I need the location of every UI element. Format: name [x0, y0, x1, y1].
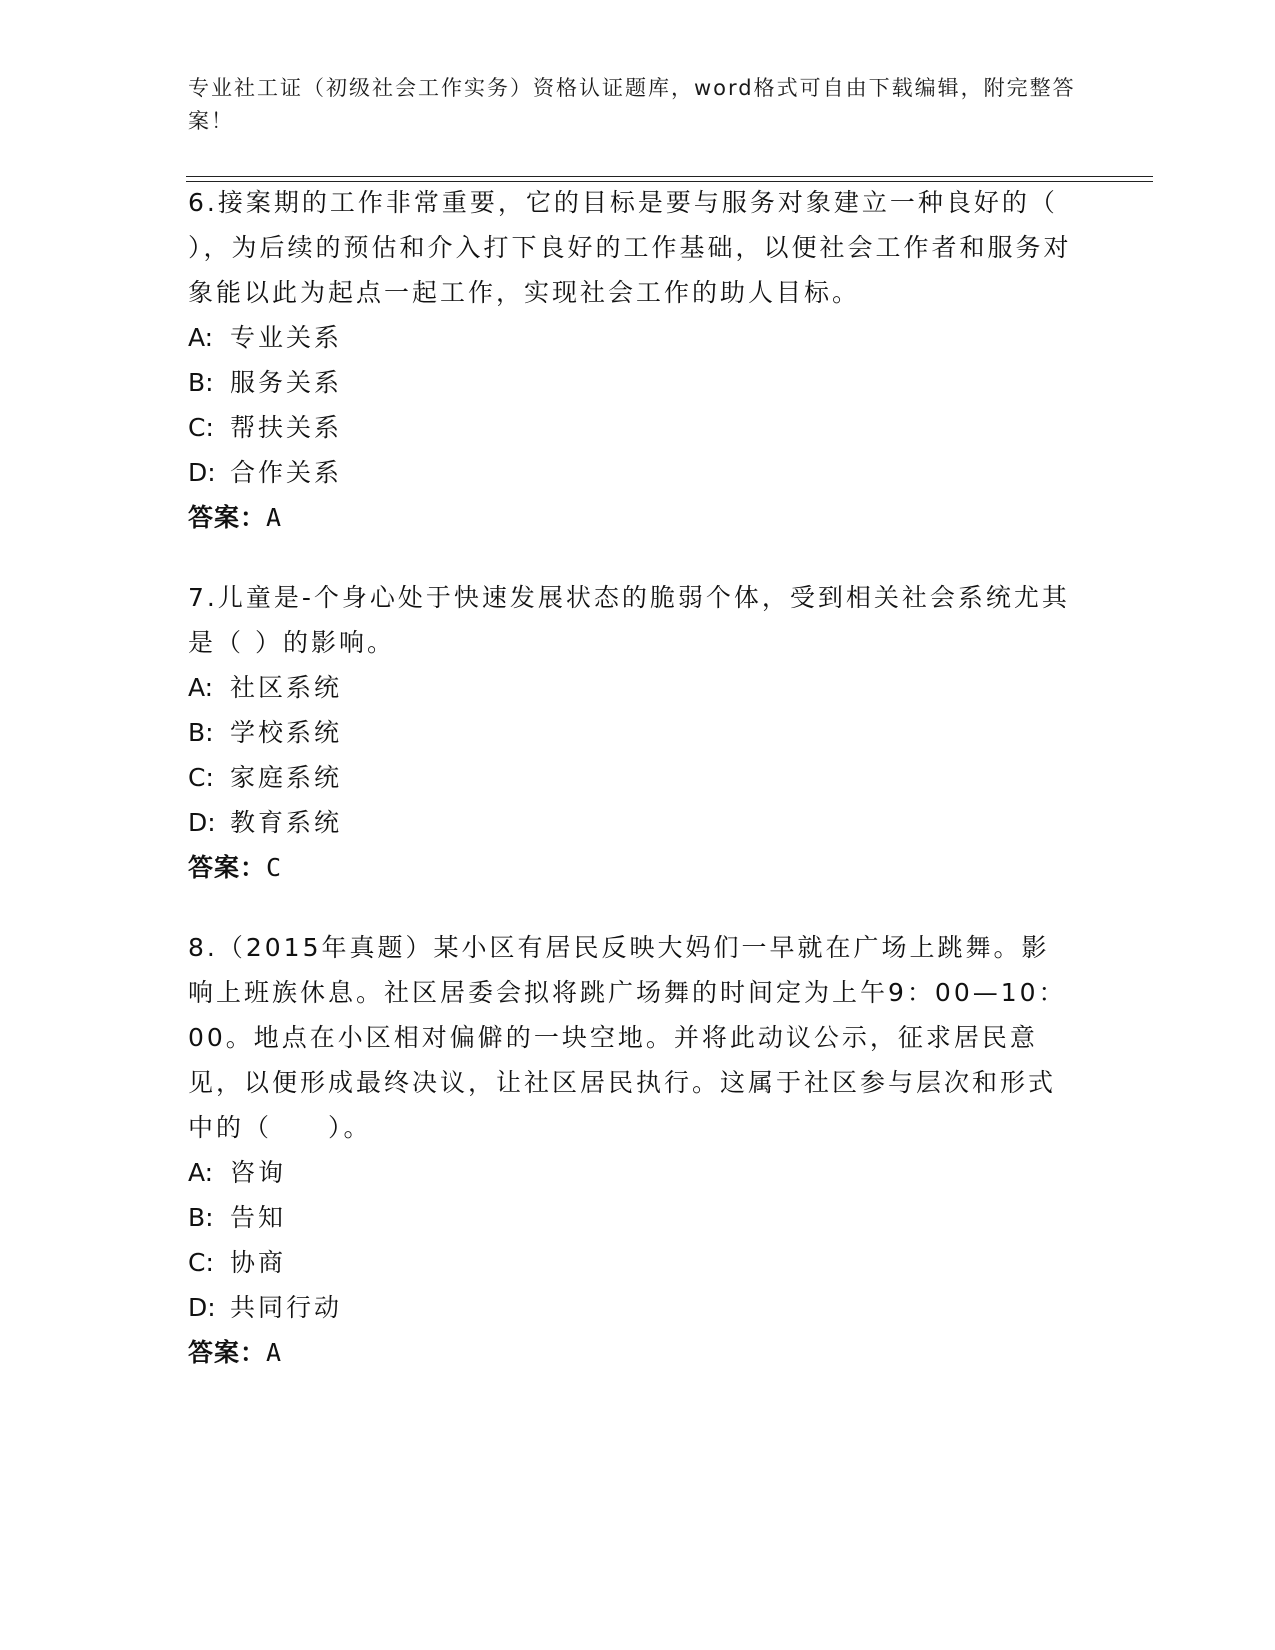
option-letter: C:	[188, 763, 214, 792]
answer-label: 答案：	[188, 1338, 267, 1367]
answer-value: C	[266, 853, 283, 882]
option-b	[188, 360, 1073, 405]
option-letter: C:	[188, 413, 214, 442]
option-d	[188, 1285, 1073, 1330]
answer-line	[188, 845, 1073, 890]
option-a	[188, 315, 1073, 360]
option-letter: A:	[188, 673, 214, 702]
question-stem: 7.儿童是-个身心处于快速发展状态的脆弱个体，受到相关社会系统尤其是（ ）的影响。	[188, 583, 1070, 657]
option-text: 帮扶关系	[230, 413, 343, 442]
option-text: 告知	[230, 1203, 287, 1232]
option-c	[188, 405, 1073, 450]
option-text: 合作关系	[230, 458, 343, 487]
question-8	[188, 925, 1073, 1375]
option-c	[188, 755, 1073, 800]
option-letter: A:	[188, 1158, 214, 1187]
option-text: 协商	[230, 1248, 287, 1277]
option-letter: D:	[188, 1293, 216, 1322]
option-text: 专业关系	[230, 323, 343, 352]
answer-value: A	[266, 1338, 283, 1367]
option-a	[188, 665, 1073, 710]
option-text: 学校系统	[230, 718, 343, 747]
answer-value: A	[266, 503, 283, 532]
option-text: 家庭系统	[230, 763, 343, 792]
option-d	[188, 800, 1073, 845]
answer-line	[188, 1330, 1073, 1375]
option-b	[188, 710, 1073, 755]
header-divider-top	[186, 176, 1153, 177]
option-b	[188, 1195, 1073, 1240]
question-stem: 6.接案期的工作非常重要，它的目标是要与服务对象建立一种良好的（ ），为后续的预估和介入打下良好的工作基础，以便社会工作者和服务对象能以此为起点一起工作，实现社会工作的助人目标。	[188, 188, 1072, 307]
option-text: 教育系统	[230, 808, 343, 837]
option-letter: B:	[188, 1203, 214, 1232]
option-letter: B:	[188, 368, 214, 397]
document-header: 专业社工证（初级社会工作实务）资格认证题库，word格式可自由下载编辑，附完整答案！	[188, 76, 1076, 133]
option-c	[188, 1240, 1073, 1285]
answer-label: 答案：	[188, 503, 267, 532]
option-text: 服务关系	[230, 368, 343, 397]
question-7	[188, 575, 1073, 890]
option-letter: C:	[188, 1248, 214, 1277]
answer-label: 答案：	[188, 853, 267, 882]
option-a	[188, 1150, 1073, 1195]
option-text: 共同行动	[230, 1293, 343, 1322]
option-letter: D:	[188, 458, 216, 487]
option-letter: D:	[188, 808, 216, 837]
option-text: 咨询	[230, 1158, 287, 1187]
option-letter: A:	[188, 323, 214, 352]
option-d	[188, 450, 1073, 495]
question-stem: 8.（2015年真题）某小区有居民反映大妈们一早就在广场上跳舞。影响上班族休息。社区居委会拟将跳广场舞的时间定为上午9：00—10：00。地点在小区相对偏僻的一块空地。并将此动议公示，征求居民意见，以便形成最终决议，让社区居民执行。这属于社区参与层次和形式中的（ ）。	[188, 933, 1067, 1142]
answer-line	[188, 495, 1073, 540]
question-6	[188, 180, 1073, 540]
option-letter: B:	[188, 718, 214, 747]
option-text: 社区系统	[230, 673, 343, 702]
